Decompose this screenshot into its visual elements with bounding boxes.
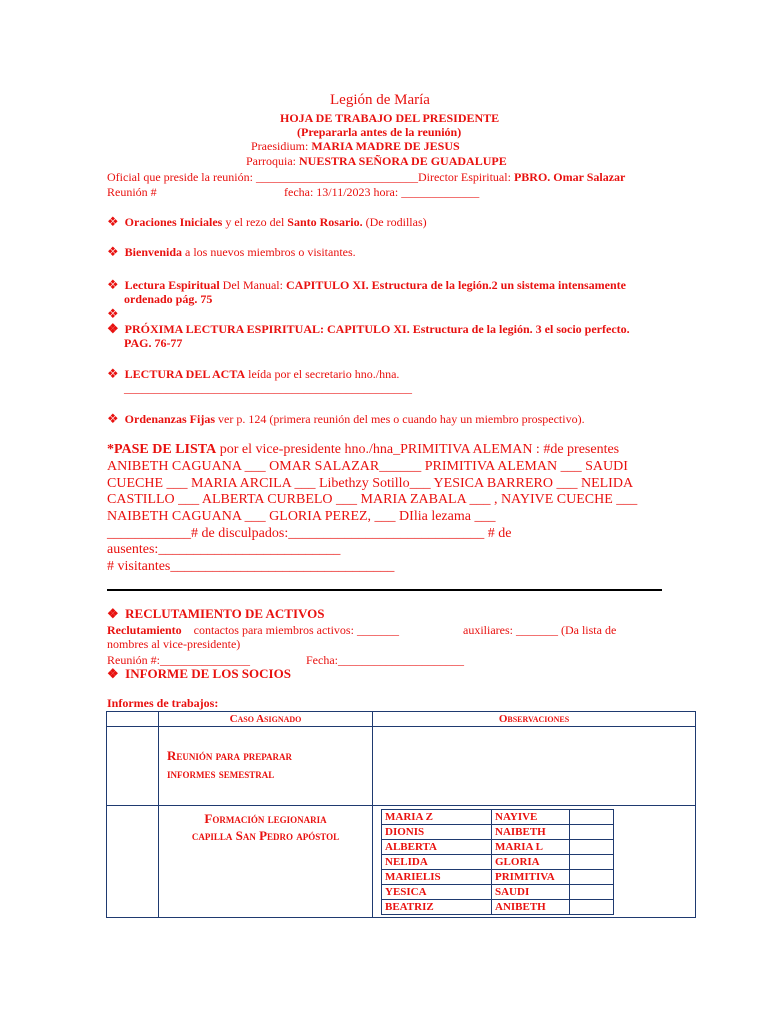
name-row (382, 900, 614, 915)
bienvenida-text: a los nuevos miembros o visitantes. (182, 245, 356, 259)
diamond-bullet-icon: ❖ (107, 214, 119, 229)
blank-cell[interactable] (570, 900, 614, 915)
document-subtitle: HOJA DE TRABAJO DEL PRESIDENTE (280, 111, 500, 125)
caso-line2: capilla San Pedro apóstol (191, 828, 340, 843)
pase-line5: NAIBETH CAGUANA ___ GLORIA PEREZ, ___ DIlia lezama ___ (107, 509, 496, 524)
pase-line2: ANIBETH CAGUANA ___ OMAR SALAZAR______ PRIMITIVA ALEMAN ___ SAUDI (107, 459, 628, 474)
item-acta (107, 366, 399, 382)
name-cell-left: NELIDA (382, 855, 492, 870)
proxima-line1: PRÓXIMA LECTURA ESPIRITUAL: CAPITULO XI. Estructura de la legión. 3 el socio perfecto. (124, 322, 630, 336)
name-cell-right: NAYIVE (492, 810, 570, 825)
name-row (382, 825, 614, 840)
diamond-bullet-icon: ❖ (107, 244, 119, 259)
caso-cell[interactable] (159, 806, 373, 918)
reclutamiento-heading-text: RECLUTAMIENTO DE ACTIVOS (125, 606, 325, 621)
reclutamiento-line1 (107, 623, 399, 638)
name-cell-left: MARIA Z (382, 810, 492, 825)
reunion-label: Reunión # (107, 185, 157, 199)
row-number-cell[interactable] (107, 727, 159, 806)
diamond-bullet-icon: ❖ (107, 366, 119, 381)
pase-line3: CUECHE ___ MARIA ARCILA ___ Libethzy Sotillo___ YESICA BARRERO ___ NELIDA (107, 476, 634, 491)
name-row (382, 885, 614, 900)
name-cell-left: DIONIS (382, 825, 492, 840)
name-row (382, 840, 614, 855)
oraciones-text2: (De rodillas) (362, 215, 427, 229)
reclutamiento-fecha-field[interactable]: Fecha:_____________________ (306, 653, 464, 667)
ordenanzas-bold: Ordenanzas Fijas (124, 412, 215, 426)
acta-text: leída por el secretario hno./hna. (245, 367, 400, 381)
observaciones-cell (373, 806, 696, 918)
name-cell-right: MARIA L (492, 840, 570, 855)
name-cell-right: SAUDI (492, 885, 570, 900)
diamond-bullet-icon: ❖ (107, 666, 119, 681)
diamond-bullet-icon: ❖ (107, 277, 119, 292)
table-row (107, 727, 696, 806)
name-cell-left: ALBERTA (382, 840, 492, 855)
oraciones-text1: y el rezo del (222, 215, 288, 229)
parroquia-line (246, 154, 507, 169)
name-cell-right: GLORIA (492, 855, 570, 870)
fecha-label: fecha: 13/11/2023 hora: (284, 185, 399, 199)
name-cell-right: PRIMITIVA (492, 870, 570, 885)
blank-cell[interactable] (570, 885, 614, 900)
item-lectura (107, 277, 626, 293)
proxima-line2: PAG. 76-77 (124, 336, 183, 350)
reclutamiento-line2: nombres al vice-presidente) (107, 637, 241, 651)
caso-line2: informes semestral (167, 766, 275, 781)
observaciones-cell[interactable] (373, 727, 696, 806)
column-header-caso (159, 712, 373, 727)
diamond-bullet-icon: ❖ (107, 321, 119, 336)
blank-cell[interactable] (570, 870, 614, 885)
blank-cell[interactable] (570, 810, 614, 825)
acta-blank[interactable]: ________________________________________________ (124, 381, 412, 395)
hora-blank[interactable]: _____________ (401, 185, 480, 199)
pase-heading: *PASE DE LISTA (107, 442, 217, 457)
praesidium-value: MARIA MADRE DE JESUS (311, 139, 460, 153)
name-cell-right: NAIBETH (492, 825, 570, 840)
column-header-observaciones (373, 712, 696, 727)
name-row (382, 855, 614, 870)
informe-heading (107, 666, 291, 682)
reclutamiento-heading (107, 606, 325, 622)
diamond-bullet-icon: ❖ (107, 411, 119, 426)
acta-bold: LECTURA DEL ACTA (124, 367, 246, 381)
ordenanzas-text: ver p. 124 (primera reunión del mes o cuando hay un miembro prospectivo). (215, 412, 585, 426)
praesidium-line (251, 139, 460, 154)
pase-line1 (107, 442, 619, 458)
names-table (381, 809, 614, 915)
caso-cell[interactable] (159, 727, 373, 806)
item-ordenanzas (107, 411, 585, 427)
parroquia-label: Parroquia: (246, 154, 296, 168)
blank-cell[interactable] (570, 855, 614, 870)
blank-cell[interactable] (570, 825, 614, 840)
table-corner-cell (107, 712, 159, 727)
reclutamiento-reunion-field[interactable]: Reunión #:_______________ (107, 653, 250, 667)
oficial-line (107, 170, 625, 185)
lectura-text: Del Manual: (219, 278, 286, 292)
row-number-cell[interactable] (107, 806, 159, 918)
parroquia-value: NUESTRA SEÑORA DE GUADALUPE (299, 154, 507, 168)
name-row (382, 870, 614, 885)
item-oraciones (107, 214, 427, 230)
name-cell-left: YESICA (382, 885, 492, 900)
caso-line1: Reunión para preparar (167, 748, 293, 763)
oraciones-bold: Oraciones Iniciales (124, 215, 223, 229)
name-cell-right: ANIBETH (492, 900, 570, 915)
table-row (107, 806, 696, 918)
informes-title: Informes de trabajos: (107, 696, 219, 710)
lectura-bold2: CAPITULO XI. Estructura de la legión.2 un sistema intensamente (285, 278, 626, 292)
preparation-note: (Prepararla antes de la reunión) (297, 125, 462, 139)
praesidium-label: Praesidium: (251, 139, 309, 153)
diamond-bullet-icon: ❖ (107, 306, 119, 321)
diamond-bullet-icon: ❖ (107, 606, 119, 621)
informe-heading-text: INFORME DE LOS SOCIOS (125, 666, 291, 681)
item-bienvenida (107, 244, 356, 260)
lectura-line2: ordenado pág. 75 (124, 292, 213, 306)
column-header-caso-label: Caso Asignado (229, 713, 302, 725)
document-title: Legión de María (330, 92, 430, 108)
oraciones-bold2: Santo Rosario. (287, 215, 363, 229)
work-reports-table (106, 711, 696, 918)
oficial-blank[interactable]: ___________________________ (255, 170, 418, 184)
name-cell-left: BEATRIZ (382, 900, 492, 915)
pase-line7: ausentes:__________________________ (107, 542, 341, 557)
fecha-line (284, 185, 479, 200)
caso-line1: Formación legionaria (204, 811, 327, 826)
contactos-field[interactable]: contactos para miembros activos: _______ (193, 623, 399, 637)
table-header-row (107, 712, 696, 727)
auxiliares-field[interactable]: auxiliares: _______ (Da lista de (463, 623, 617, 637)
column-header-observaciones-label: Observaciones (498, 713, 570, 725)
pase-line4: CASTILLO ___ ALBERTA CURBELO ___ MARIA ZABALA ___ , NAYIVE CUECHE ___ (107, 492, 638, 507)
blank-cell[interactable] (570, 840, 614, 855)
name-row (382, 810, 614, 825)
pase-line6: ____________# de disculpados:____________________________ # de (107, 526, 512, 541)
pase-line8: # visitantes________________________________ (107, 559, 395, 574)
lectura-bold: Lectura Espiritual (124, 278, 220, 292)
pase-text: por el vice-presidente hno./hna_PRIMITIVA ALEMAN : #de presentes (216, 442, 620, 457)
item-proxima (107, 321, 630, 337)
director-value: PBRO. Omar Salazar (513, 170, 626, 184)
director-label: Director Espiritual: (417, 170, 511, 184)
section-divider (107, 589, 662, 591)
bienvenida-bold: Bienvenida (124, 245, 183, 259)
name-cell-left: MARIELIS (382, 870, 492, 885)
reclutamiento-label: Reclutamiento (107, 623, 182, 637)
oficial-label: Oficial que preside la reunión: (107, 170, 253, 184)
